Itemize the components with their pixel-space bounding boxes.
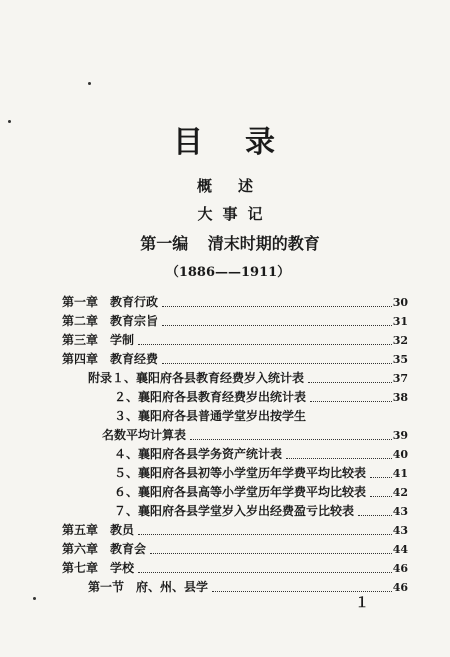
toc-entry-page: 43 [392, 524, 408, 537]
toc-entry [62, 388, 408, 407]
toc-entry-page: 35 [392, 353, 408, 366]
table-of-contents [62, 293, 408, 597]
scan-speck [8, 120, 11, 123]
toc-entry-label: ７、襄阳府各县学堂岁入岁出经费盈亏比较表 [114, 502, 356, 521]
toc-leader-dots [138, 515, 392, 535]
section-chronicle: 大事记 [197, 205, 273, 223]
toc-entry-label: 第七章 学校 [62, 559, 136, 578]
toc-leader-dots [190, 420, 392, 440]
toc-leader-dots [308, 363, 392, 383]
toc-entry-label: 第四章 教育经费 [62, 350, 160, 369]
toc-entry-label: 第一节 府、州、县学 [88, 578, 210, 597]
section-overview: 概述 [196, 177, 279, 195]
toc-leader-dots [358, 496, 392, 516]
toc-leader-dots [138, 325, 392, 345]
scan-speck [33, 597, 36, 600]
toc-entry-page: 42 [392, 486, 408, 499]
toc-leader-dots [138, 553, 392, 573]
toc-leader-dots [162, 344, 392, 364]
page-title: 目录 [173, 125, 317, 160]
toc-entry-label: ３、襄阳府各县普通学堂岁出按学生 [114, 407, 308, 426]
toc-entry-page: 30 [392, 296, 408, 309]
toc-entry-page: 31 [392, 315, 408, 328]
toc-entry-label: 名数平均计算表 [102, 426, 188, 445]
toc-entry-label: 第二章 教育宗旨 [62, 312, 160, 331]
toc-entry-page: 43 [392, 505, 408, 518]
toc-entry-page: 40 [392, 448, 408, 461]
toc-entry-page: 39 [392, 429, 408, 442]
toc-entry-label: ４、襄阳府各县学务资产统计表 [114, 445, 284, 464]
part-label: 第一编 [140, 234, 189, 253]
toc-leader-dots [212, 572, 392, 592]
scan-speck [88, 82, 91, 85]
toc-leader-dots [286, 439, 392, 459]
toc-leader-dots [370, 458, 392, 478]
part-title: 清末时期的教育 [207, 234, 320, 253]
toc-entry [62, 445, 408, 464]
toc-entry-page: 46 [392, 562, 408, 575]
toc-entry-page: 37 [392, 372, 408, 385]
toc-entry-label: 第六章 教育会 [62, 540, 148, 559]
toc-entry-label: 附录１、襄阳府各县教育经费岁入统计表 [88, 369, 306, 388]
page-number: １ [355, 595, 369, 611]
toc-entry-label: ６、襄阳府各县高等小学堂历年学费平均比较表 [114, 483, 368, 502]
toc-entry-page: 46 [392, 581, 408, 594]
toc-entry-label: 第三章 学制 [62, 331, 136, 350]
toc-entry-page: 38 [392, 391, 408, 404]
toc-entry-label: ２、襄阳府各县教育经费岁出统计表 [114, 388, 308, 407]
toc-entry-label: 第一章 教育行政 [62, 293, 160, 312]
toc-entry-label: 第五章 教员 [62, 521, 136, 540]
part-heading [0, 231, 450, 254]
toc-leader-dots [370, 477, 392, 497]
toc-entry-page: 41 [392, 467, 408, 480]
toc-entry-page: 32 [392, 334, 408, 347]
toc-entry-label: ５、襄阳府各县初等小学堂历年学费平均比较表 [114, 464, 368, 483]
toc-entry-page: 44 [392, 543, 408, 556]
toc-leader-dots [162, 287, 392, 307]
toc-entry [62, 483, 408, 502]
toc-entry [62, 464, 408, 483]
toc-leader-dots [162, 306, 392, 326]
toc-leader-dots [150, 534, 392, 554]
toc-leader-dots [310, 382, 392, 402]
part-years: （1886——1911） [165, 265, 291, 280]
